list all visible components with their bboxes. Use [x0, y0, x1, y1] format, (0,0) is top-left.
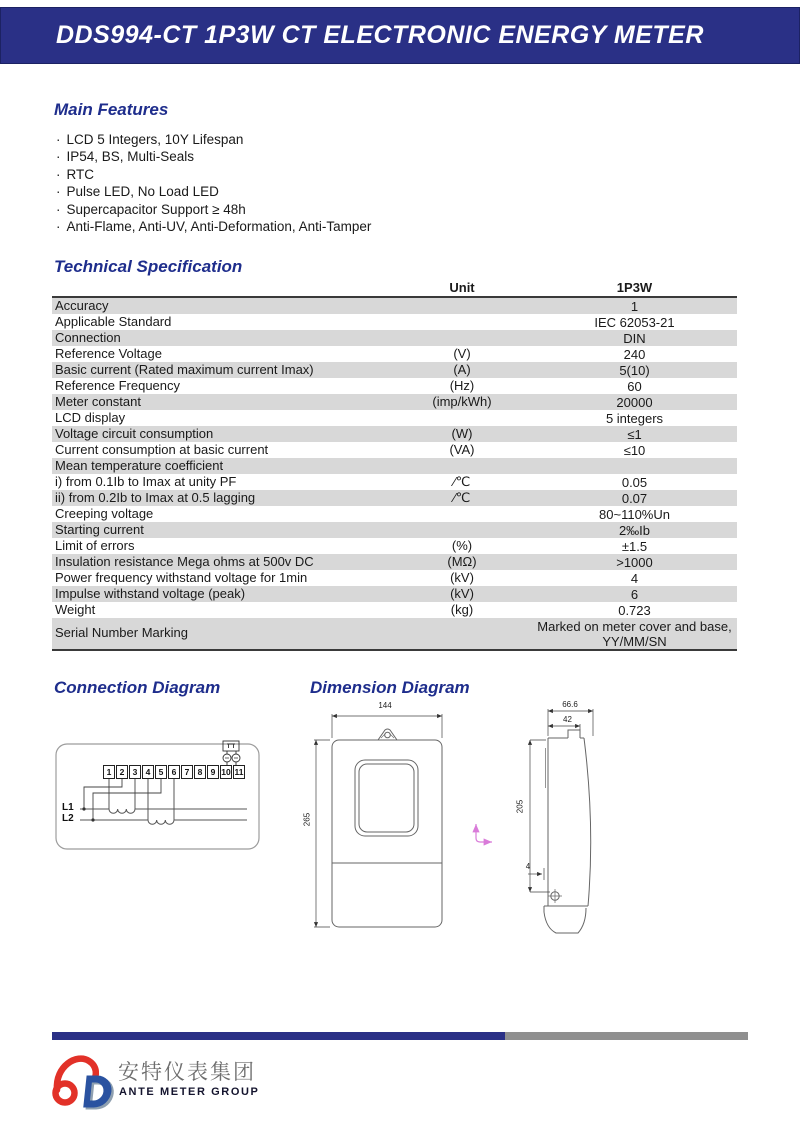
spec-row-label: Power frequency withstand voltage for 1min	[55, 570, 308, 585]
feature-item	[56, 131, 371, 148]
spec-row-unit: (Hz)	[449, 378, 475, 393]
spec-row-value: 2‰Ib	[618, 522, 651, 538]
connection-diagram-heading: Connection Diagram	[54, 678, 221, 697]
spec-row-unit: (V)	[453, 346, 471, 361]
spec-row-label: Creeping voltage	[55, 506, 154, 521]
side-terminal-cover	[544, 906, 588, 933]
feature-item	[56, 148, 371, 165]
table-row	[52, 314, 737, 330]
main-features-heading: Main Features	[54, 100, 169, 119]
spec-col-1p3w: 1P3W	[616, 279, 653, 295]
ct-coil-l1	[109, 809, 135, 813]
table-row	[52, 394, 737, 410]
meter-outline	[56, 744, 259, 849]
dimension-front-view	[300, 700, 475, 935]
spec-row-unit: (kV)	[450, 586, 474, 601]
spec-row-label: Meter constant	[55, 394, 141, 409]
page-title: DDS994-CT 1P3W CT ELECTRONIC ENERGY METER	[56, 21, 704, 49]
spec-row-value: 5(10)	[619, 362, 650, 378]
spec-row-unit: ⁄℃	[453, 490, 471, 505]
ct-coil-l2	[148, 820, 174, 824]
table-row	[52, 618, 737, 649]
spec-row-value: 80~110%Un	[599, 506, 670, 522]
feature-text: Anti-Flame, Anti-UV, Anti-Deformation, Anti-Tamper	[66, 219, 372, 235]
spec-table-header	[52, 279, 737, 298]
orientation-axes-icon	[462, 812, 502, 852]
table-row	[52, 538, 737, 554]
terminal-box: 7	[181, 765, 193, 779]
terminal-box: 3	[129, 765, 141, 779]
spec-row-label: Connection	[55, 330, 121, 345]
logo-blue-d	[83, 1076, 116, 1110]
table-row	[52, 442, 737, 458]
spec-row-value: 240	[623, 346, 646, 362]
title-bar	[0, 7, 800, 64]
spec-row-value: DIN	[623, 330, 646, 346]
spec-row-label: Weight	[55, 602, 96, 617]
side-height-dim: 205	[515, 799, 525, 814]
hanger-hole	[385, 732, 391, 738]
table-row	[52, 378, 737, 394]
technical-specification-heading: Technical Specification	[54, 257, 243, 276]
dimension-lines	[528, 709, 593, 892]
table-row	[52, 506, 737, 522]
display-window-outer	[355, 760, 418, 836]
spec-row-value: ≤10	[623, 442, 646, 458]
connection-diagram-schematic	[55, 737, 265, 855]
bullet: ·	[56, 132, 61, 147]
phase-lines	[80, 809, 247, 824]
junction-dot	[82, 807, 85, 810]
side-top-knob	[548, 730, 584, 738]
feature-item	[56, 218, 371, 235]
spec-row-value: >1000	[616, 554, 653, 570]
footer-divider-blue	[52, 1032, 505, 1040]
meter-side-back-edge	[584, 738, 591, 906]
terminal-box: 4	[142, 765, 154, 779]
front-height-dim: 265	[302, 812, 312, 827]
spec-row-label: Insulation resistance Mega ohms at 500v DC	[55, 554, 314, 569]
table-row	[52, 586, 737, 602]
table-row	[52, 570, 737, 586]
spec-row-value: IEC 62053-21	[594, 314, 675, 330]
table-row	[52, 602, 737, 618]
display-window-inner	[359, 764, 414, 832]
spec-row-value: 0.07	[621, 490, 648, 506]
table-row	[52, 346, 737, 362]
spec-row-unit: (VA)	[449, 442, 475, 457]
dimension-diagram-heading: Dimension Diagram	[310, 678, 470, 697]
spec-row-value: Marked on meter cover and base, YY/MM/SN	[537, 618, 732, 649]
spec-col-unit: Unit	[449, 280, 475, 295]
terminal-box: 11	[234, 767, 244, 777]
spec-row-value: 60	[627, 378, 642, 394]
spec-row-value: 0.05	[621, 474, 648, 490]
table-row	[52, 458, 737, 474]
table-row	[52, 410, 737, 426]
feature-text: LCD 5 Integers, 10Y Lifespan	[66, 132, 244, 147]
spec-row-unit: (%)	[451, 538, 473, 553]
dimension-lines	[314, 714, 442, 927]
spec-row-value: 6	[630, 586, 639, 602]
spec-row-unit: (imp/kWh)	[432, 394, 492, 409]
spec-row-unit: (MΩ)	[447, 554, 477, 569]
spec-row-label: Accuracy	[55, 298, 109, 313]
meter-body-front	[332, 740, 442, 927]
terminal-box: 9	[207, 765, 219, 779]
spec-row-label: Starting current	[55, 522, 144, 537]
feature-text: Pulse LED, No Load LED	[66, 184, 219, 200]
side-gap-dim: 4	[525, 862, 531, 871]
feature-text: IP54, BS, Multi-Seals	[66, 149, 195, 165]
spec-row-value: ≤1	[627, 426, 642, 442]
terminal-strip	[103, 765, 245, 779]
spec-row-label: Impulse withstand voltage (peak)	[55, 586, 246, 601]
table-row	[52, 522, 737, 538]
line-label-l1: L1	[62, 802, 74, 813]
spec-row-label: Current consumption at basic current	[55, 442, 269, 457]
spec-table	[52, 279, 737, 651]
terminal-box: 5	[155, 765, 167, 779]
hanger-bracket	[378, 729, 397, 740]
terminal-box: 6	[168, 765, 180, 779]
table-row	[52, 426, 737, 442]
wiring	[84, 779, 174, 820]
terminal-box: 10	[221, 767, 231, 777]
feature-text: Supercapacitor Support ≥ 48h	[66, 201, 246, 217]
company-name-cn: 安特仪表集团	[118, 1061, 256, 1084]
bullet: ·	[56, 201, 61, 217]
terminal-box: 2	[116, 765, 128, 779]
spec-row-value	[532, 466, 737, 467]
feature-text: RTC	[66, 166, 95, 182]
main-features-list	[56, 131, 371, 235]
spec-row-unit: ⁄℃	[453, 474, 471, 489]
spec-table-body	[52, 298, 737, 651]
spec-row-label: Limit of errors	[55, 538, 135, 553]
spec-row-value: 4	[630, 570, 639, 586]
spec-row-value: 0.723	[618, 602, 651, 618]
spec-row-label: Voltage circuit consumption	[55, 426, 214, 441]
spec-row-value: 5 integers	[605, 410, 664, 426]
spec-row-label: Serial Number Marking	[55, 625, 188, 641]
table-row	[52, 490, 737, 506]
junction-dot	[91, 818, 94, 821]
spec-row-unit: (kg)	[450, 602, 474, 617]
spec-row-unit: (kV)	[450, 570, 474, 585]
front-width-dim: 144	[378, 701, 392, 710]
spec-row-label: Reference Voltage	[55, 346, 162, 361]
table-row	[52, 554, 737, 570]
spec-row-unit: (A)	[453, 362, 471, 377]
spec-col-parameter	[52, 279, 392, 296]
feature-item	[56, 201, 371, 218]
spec-row-label: LCD display	[55, 410, 126, 425]
line-label-l2: L2	[62, 813, 74, 824]
spec-row-label: Mean temperature coefficient	[55, 458, 224, 473]
bullet: ·	[56, 166, 61, 182]
table-row	[52, 298, 737, 314]
spec-row-value: 1	[630, 298, 639, 314]
spec-row-value: 20000	[616, 394, 653, 410]
bullet: ·	[56, 219, 61, 235]
ante-logo	[50, 1048, 118, 1112]
spec-row-value: ±1.5	[621, 538, 648, 554]
feature-item	[56, 183, 371, 200]
table-row	[52, 474, 737, 490]
spec-row-label: Applicable Standard	[55, 314, 172, 329]
table-row	[52, 330, 737, 346]
spec-row-label: Basic current (Rated maximum current Imax)	[55, 362, 314, 377]
feature-item	[56, 166, 371, 183]
side-depth-dim: 66.6	[562, 700, 578, 709]
bullet: ·	[56, 149, 61, 165]
spec-row-label: Reference Frequency	[55, 378, 181, 393]
footer-divider-bar	[52, 1032, 748, 1040]
spec-row-label: i) from 0.1Ib to Imax at unity PF	[55, 474, 237, 489]
company-name-en: ANTE METER GROUP	[119, 1086, 260, 1098]
side-top-depth-dim: 42	[563, 715, 572, 724]
terminal-box: 1	[103, 765, 115, 779]
terminal-box: 8	[194, 765, 206, 779]
spec-row-unit: (W)	[451, 426, 473, 441]
bullet: ·	[56, 184, 61, 200]
table-row	[52, 362, 737, 378]
spec-row-label: ii) from 0.2Ib to Imax at 0.5 lagging	[55, 490, 256, 505]
